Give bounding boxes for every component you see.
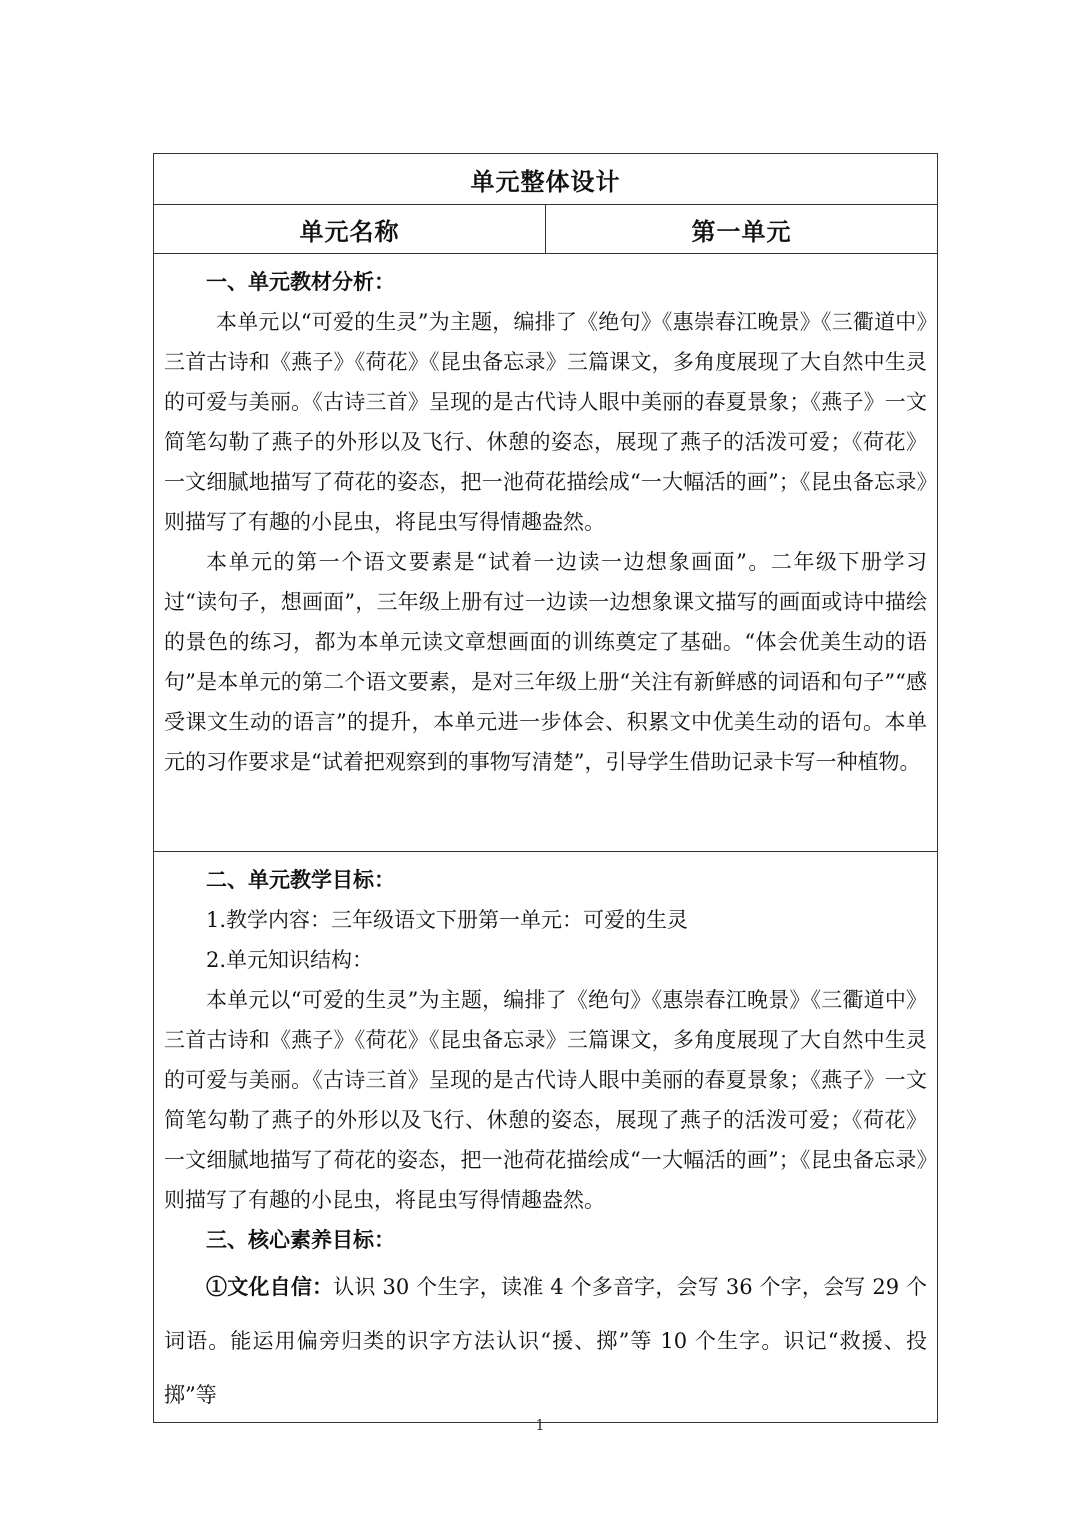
teaching-goals-heading: 二、单元教学目标： [206, 867, 395, 892]
unit-name-label: 单元名称 [154, 205, 546, 254]
unit-name-row [154, 205, 938, 254]
page-number: 1 [535, 1416, 545, 1434]
unit-design-table [153, 153, 938, 1423]
material-analysis-cell [154, 254, 938, 852]
teaching-goals-cell [154, 852, 938, 1423]
core-literacy-heading: 三、核心素养目标： [206, 1227, 395, 1252]
objective-text: 认识 30 个生字，读准 4 个多音字，会写 36 个字，会写 29 个词语。能运用偏旁归类的识字方法认识“援、掷”等 10 个生字。识记“救援、投掷”等 [164, 1275, 927, 1407]
material-analysis-heading: 一、单元教材分析： [206, 269, 395, 294]
unit-name-value: 第一单元 [546, 205, 938, 254]
table-title: 单元整体设计 [154, 154, 938, 205]
analysis-paragraph: 本单元的第一个语文要素是“试着一边读一边想象画面”。二年级下册学习过“读句子，想画面”，三年级上册有过一边读一边想象课文描写的画面或诗中描绘的景色的练习，都为本单元读文章想画面的训练奠定了基础。“体会优美生动的语句”是本单元的第二个语文要素，是对三年级上册“关注有新鲜感的词语和句子”“感受课文生动的语言”的提升，本单元进一步体会、积累文中优美生动的语句。本单元的习作要求是“试着把观察到的事物写清楚”，引导学生借助记录卡写一种植物。 [164, 550, 927, 774]
teaching-content-item: 1.教学内容：三年级语文下册第一单元：可爱的生灵 [206, 908, 689, 932]
teaching-goals-row [154, 852, 938, 1423]
analysis-paragraph: 本单元以“可爱的生灵”为主题，编排了《绝句》《惠崇春江晚景》《三衢道中》三首古诗和《燕子》《荷花》《昆虫备忘录》三篇课文，多角度展现了大自然中生灵的可爱与美丽。《古诗三首》呈现的是古代诗人眼中美丽的春夏景象；《燕子》一文简笔勾勒了燕子的外形以及飞行、休憩的姿态，展现了燕子的活泼可爱；《荷花》一文细腻地描写了荷花的姿态，把一池荷花描绘成“一大幅活的画”；《昆虫备忘录》则描写了有趣的小昆虫，将昆虫写得情趣盎然。 [164, 310, 927, 534]
table-title-row [154, 154, 938, 205]
knowledge-structure-paragraph: 本单元以“可爱的生灵”为主题，编排了《绝句》《惠崇春江晚景》《三衢道中》三首古诗和《燕子》《荷花》《昆虫备忘录》三篇课文，多角度展现了大自然中生灵的可爱与美丽。《古诗三首》呈现的是古代诗人眼中美丽的春夏景象；《燕子》一文简笔勾勒了燕子的外形以及飞行、休憩的姿态，展现了燕子的活泼可爱；《荷花》一文细腻地描写了荷花的姿态，把一池荷花描绘成“一大幅活的画”；《昆虫备忘录》则描写了有趣的小昆虫，将昆虫写得情趣盎然。 [164, 988, 927, 1212]
material-analysis-row [154, 254, 938, 852]
knowledge-structure-item: 2.单元知识结构： [206, 948, 374, 972]
cultural-confidence-objective [164, 1260, 927, 1422]
objective-title: ①文化自信： [206, 1274, 334, 1299]
